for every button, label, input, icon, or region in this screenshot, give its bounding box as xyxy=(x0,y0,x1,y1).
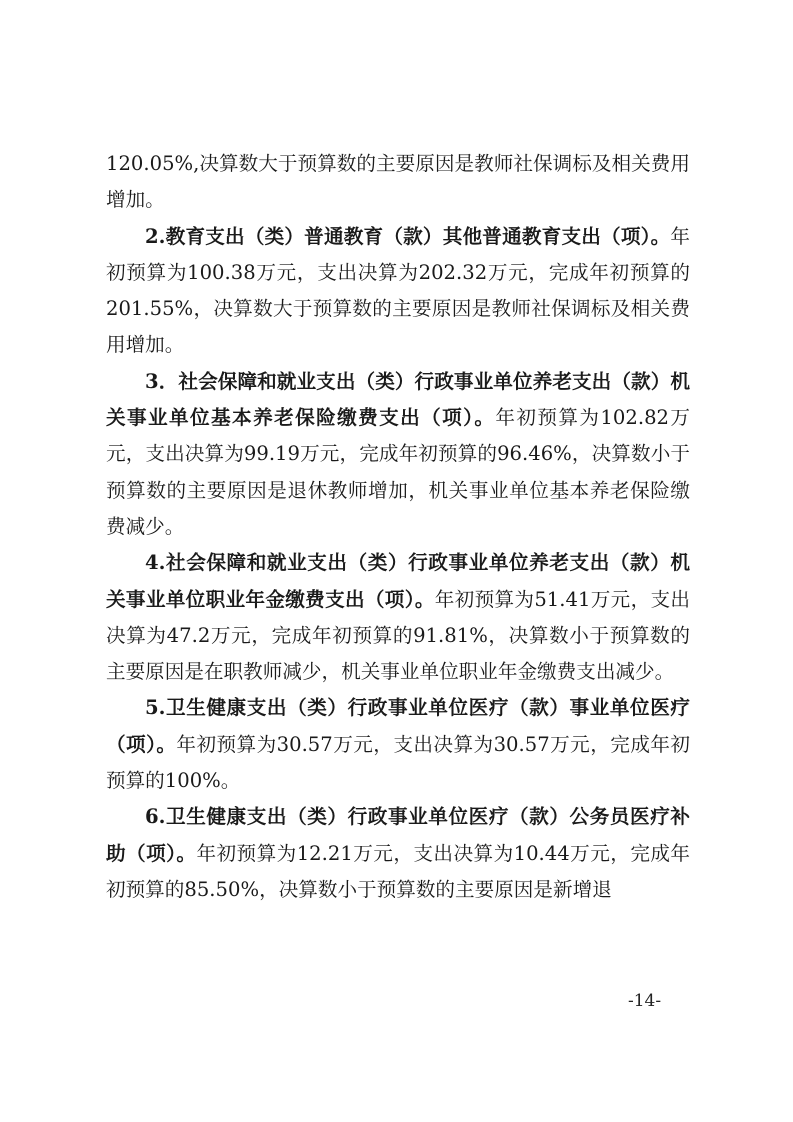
paragraph-heading: 2.教育支出（类）普通教育（款）其他普通教育支出（项）。 xyxy=(145,224,671,248)
page-number: -14- xyxy=(628,991,662,1011)
paragraph-item-3 xyxy=(106,364,690,545)
document-body xyxy=(106,146,690,908)
paragraph-text: 年初预算为102.82万元，支出决算为99.19万元，完成年初预算的96.46%，决算数小于预算数的主要原因是退休教师增加，机关事业单位基本养老保险缴费减少。 xyxy=(106,406,691,538)
paragraph-text: 120.05%,决算数大于预算数的主要原因是教师社保调标及相关费用增加。 xyxy=(106,152,690,212)
paragraph-heading: 4.社会保障和就业支出（类）行政事业单位养老支出（款）机关事业单位职业年金缴费支出（项）。 xyxy=(106,551,690,611)
paragraph-item-5 xyxy=(106,690,690,799)
paragraph-item-2 xyxy=(106,219,690,364)
paragraph-continuation xyxy=(106,146,690,219)
paragraph-heading: 5.卫生健康支出（类）行政事业单位医疗（款）事业单位医疗（项）。 xyxy=(106,696,690,756)
paragraph-text: 年初预算为12.21万元，支出决算为10.44万元，完成年初预算的85.50%，决算数小于预算数的主要原因是新增退 xyxy=(106,841,691,901)
paragraph-text: 年初预算为100.38万元，支出决算为202.32万元，完成年初预算的201.55%，决算数大于预算数的主要原因是教师社保调标及相关费用增加。 xyxy=(106,224,690,357)
paragraph-item-4 xyxy=(106,545,690,690)
paragraph-heading: 3．社会保障和就业支出（类）行政事业单位养老支出（款）机关事业单位基本养老保险缴费支出（项）。 xyxy=(106,369,690,430)
paragraph-text: 年初预算为51.41万元，支出决算为47.2万元，完成年初预算的91.81%，决算数小于预算数的主要原因是在职教师减少，机关事业单位职业年金缴费支出减少。 xyxy=(106,587,691,684)
paragraph-item-6 xyxy=(106,799,690,908)
paragraph-heading: 6.卫生健康支出（类）行政事业单位医疗（款）公务员医疗补助（项）。 xyxy=(106,805,690,865)
paragraph-text: 年初预算为30.57万元，支出决算为30.57万元，完成年初预算的100%。 xyxy=(106,732,691,793)
